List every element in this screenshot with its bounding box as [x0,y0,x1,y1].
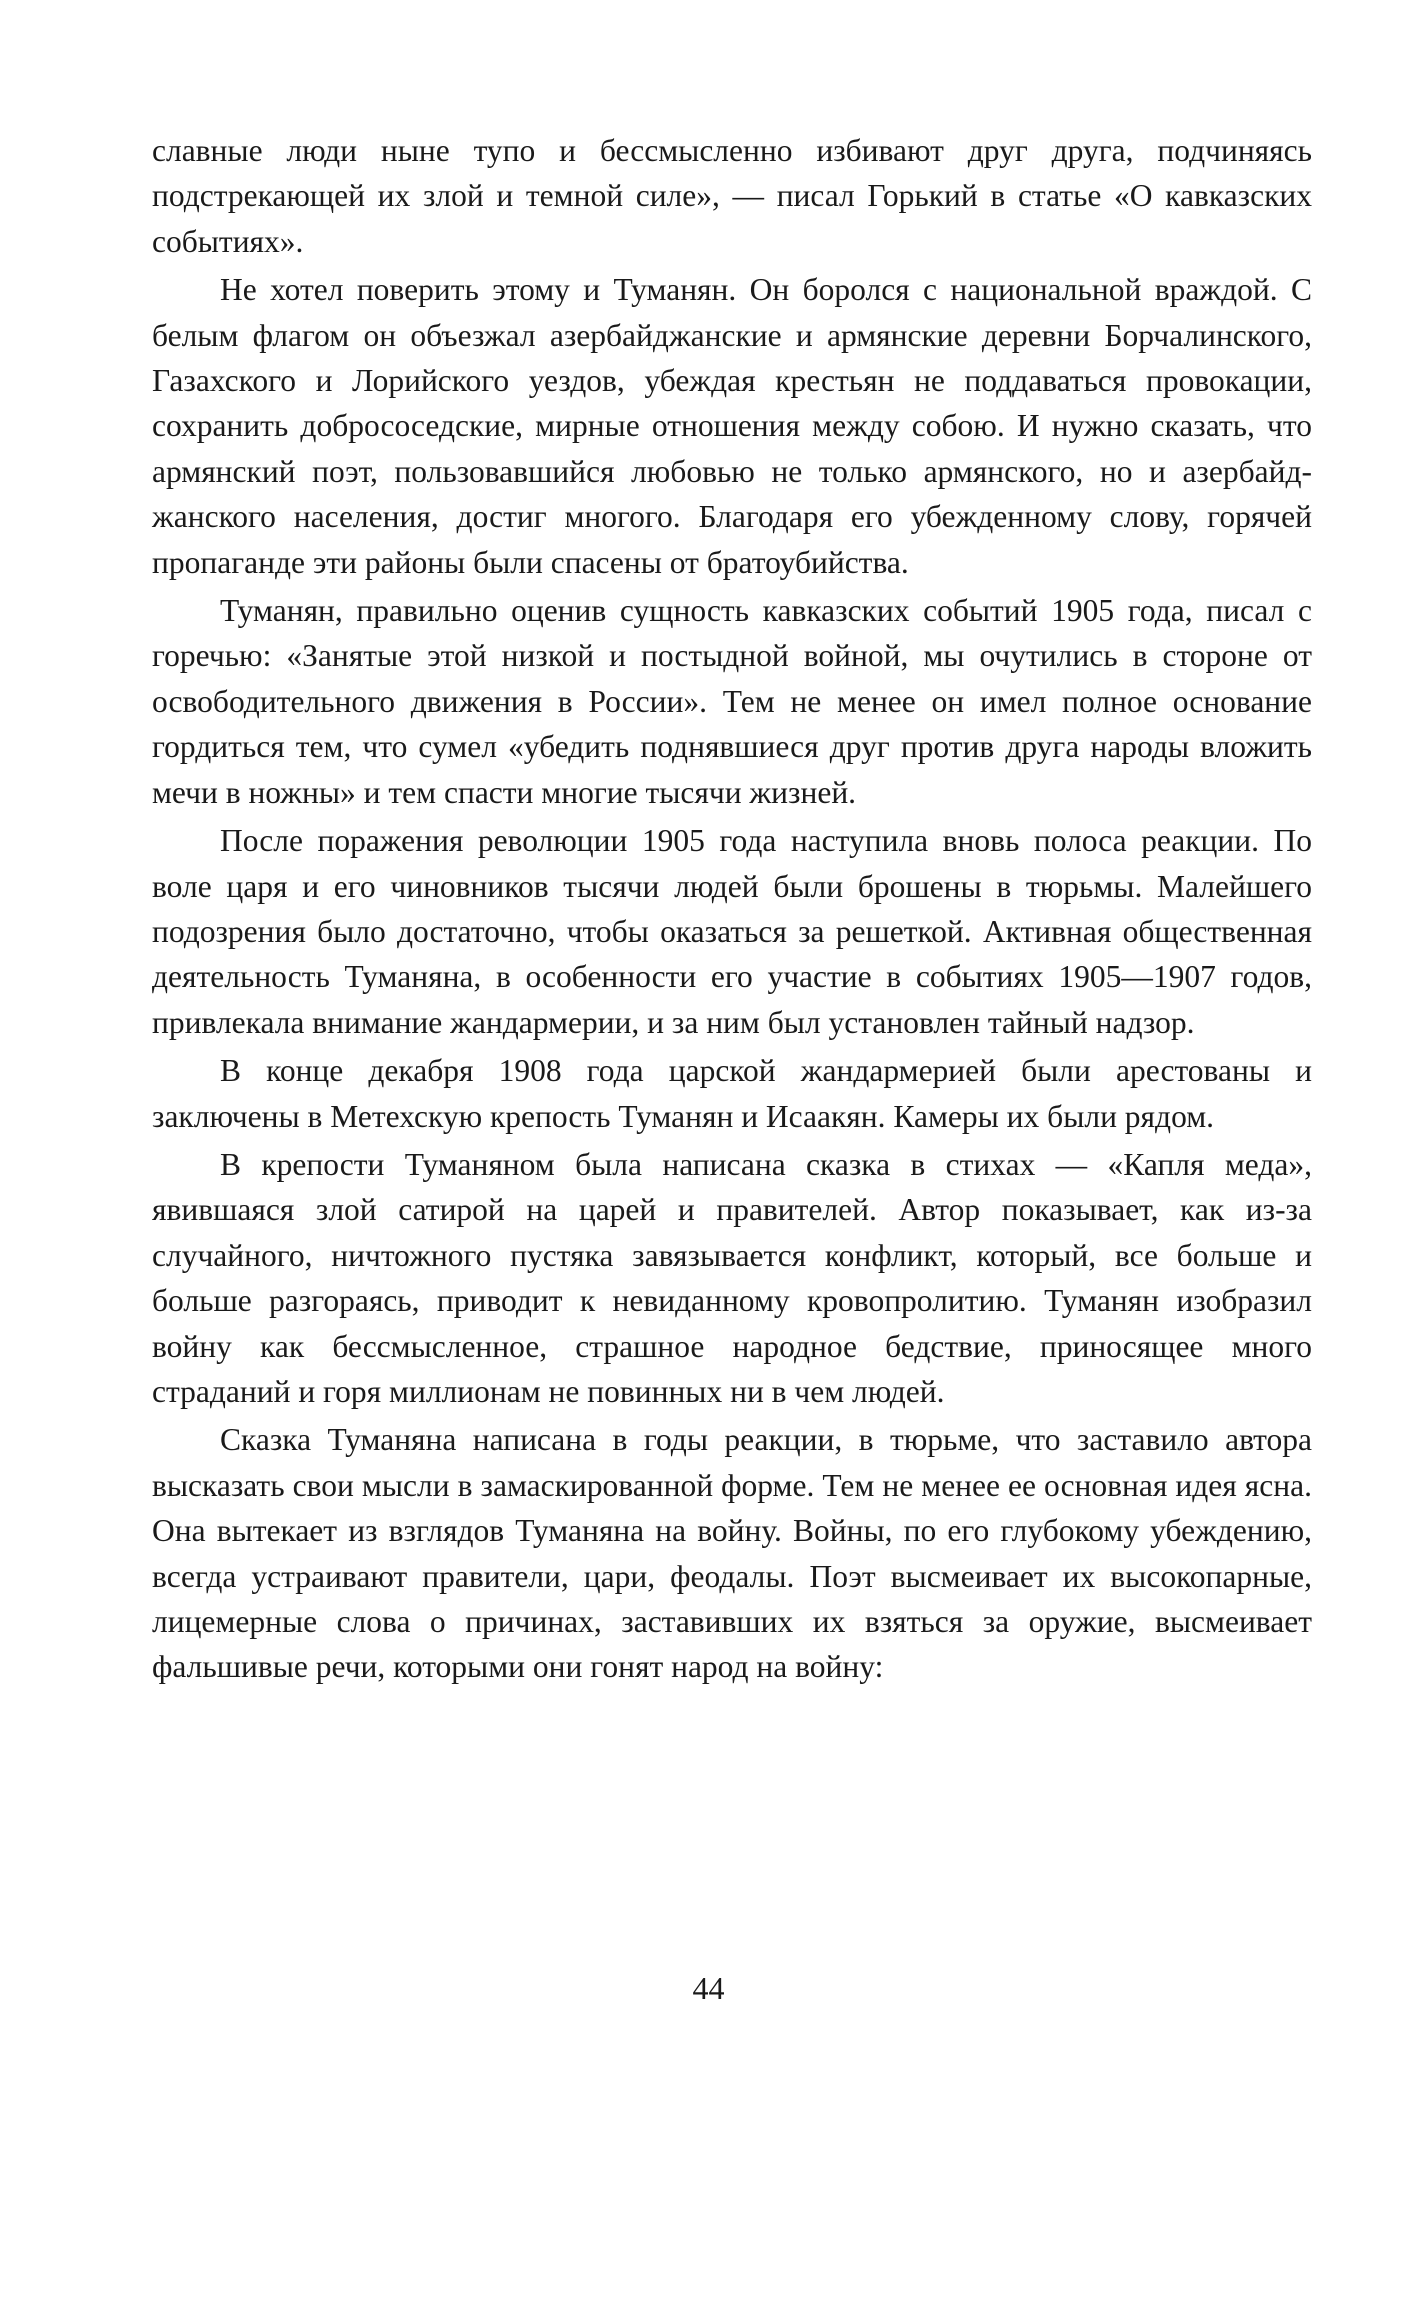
paragraph-continuation: славные люди ныне тупо и бессмысленно избивают друг друга, подчиняясь подстрекающей их злой и темной силе», — писал Горький в статье «О кавказских событиях». [152,133,1312,259]
paragraph: После поражения революции 1905 года наступила вновь полоса реакции. По воле царя и его чиновников тысячи людей были брошены в тюрьмы. Малейшего подозрения было достаточно, чтобы оказаться за решеткой. Активная общественная деятельность Туманяна, в особенности его участие в событиях 1905—1907 годов, привлекала внимание жандармерии, и за ним был установлен тайный надзор. [152,823,1312,1040]
paragraph: Сказка Туманяна написана в годы реакции, в тюрьме, что заставило автора высказать свои мысли в замаскированной форме. Тем не менее ее основная идея ясна. Она вытекает из взглядов Туманяна на войну. Войны, по его глубокому убеждению, всегда устраивают правители, цари, феодалы. Поэт высмеивает их высокопарные, лицемерные слова о причинах, заставивших их взяться за оружие, высмеивает фальшивые речи, которыми они гонят народ на войну: [152,1422,1312,1685]
paragraph: Туманян, правильно оценив сущность кавказских событий 1905 года, писал с горечью: «Занятые этой низкой и постыдной войной, мы очутились в стороне от освободительного движения в России». Тем не менее он имел полное основание гордиться тем, что сумел «убедить поднявшиеся друг против друга народы вложить мечи в ножны» и тем спасти многие тысячи жизней. [152,593,1312,810]
page-number: 44 [692,1970,725,2006]
paragraph: В конце декабря 1908 года царской жандармерией были арестованы и заключены в Метехскую крепость Туманян и Исаакян. Камеры их были рядом. [152,1053,1312,1134]
body-text [152,128,1312,1693]
paragraph: Не хотел поверить этому и Туманян. Он боролся с национальной враждой. С белым флагом он объезжал азербайджанские и армянские деревни Борчалинского, Газахского и Лорийского уездов, убеждая крестьян не поддаваться провокации, сохранить добрососедские, мирные отношения между собою. И нужно сказать, что армянский поэт, пользовавшийся любовью не только армянского, но и азербайджанского населения, достиг многого. Благодаря его убежденному слову, горячей пропаганде эти районы были спасены от братоубийства. [152,272,1312,580]
paragraph: В крепости Туманяном была написана сказка в стихах — «Капля меда», явившаяся злой сатирой на царей и правителей. Автор показывает, как из-за случайного, ничтожного пустяка завязывается конфликт, который, все больше и больше разгораясь, приводит к невиданному кровопролитию. Туманян изобразил войну как бессмысленное, страшное народное бедствие, приносящее много страданий и горя миллионам не повинных ни в чем людей. [152,1146,1312,1409]
